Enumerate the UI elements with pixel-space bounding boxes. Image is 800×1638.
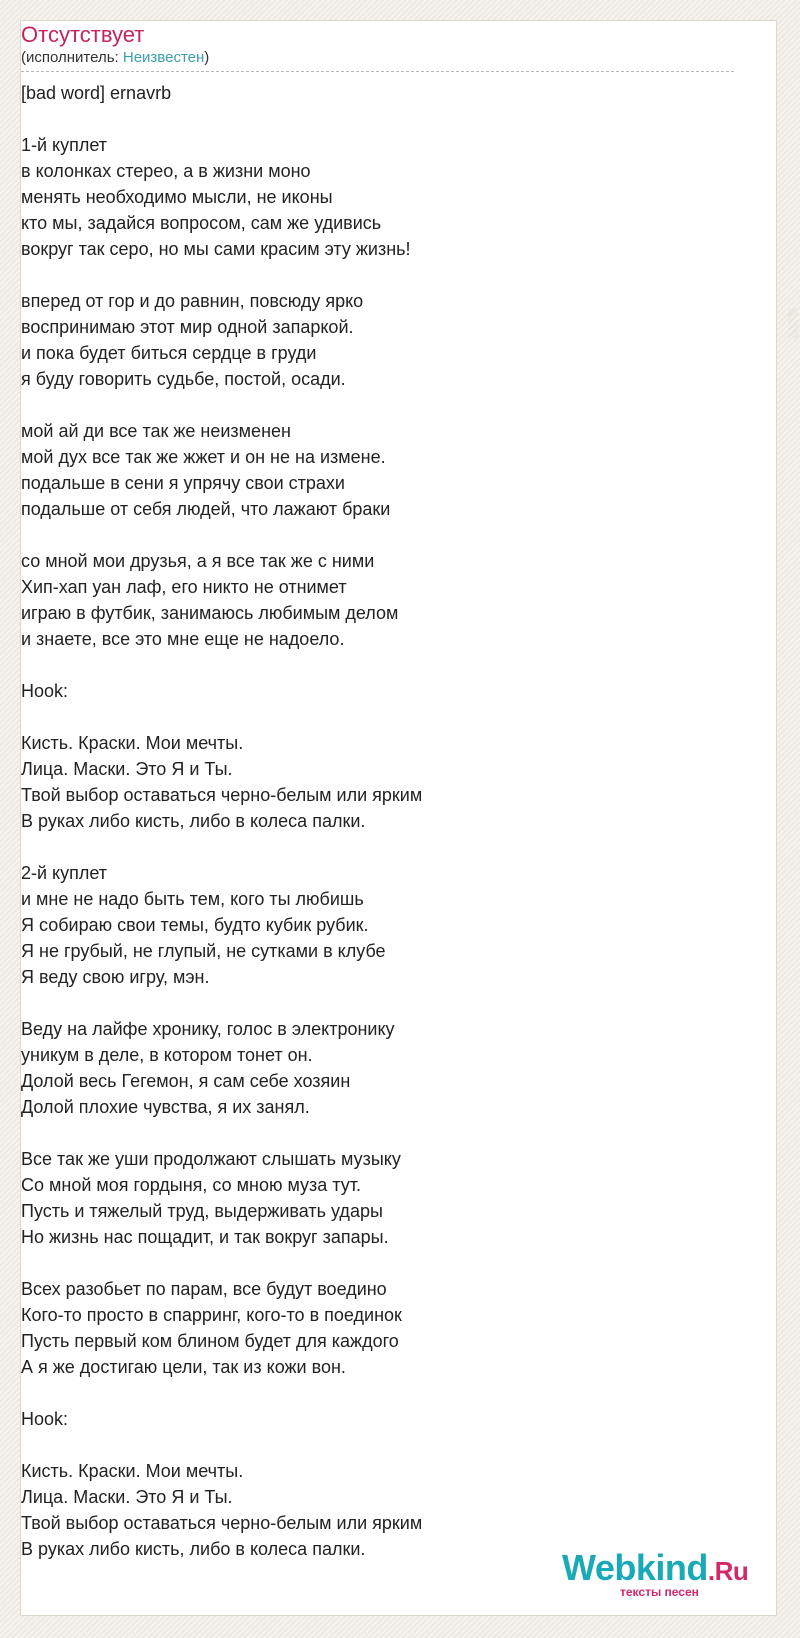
blank-line (21, 392, 734, 418)
logo-subtitle: тексты песен (620, 1585, 699, 1599)
lyric-line: Кого-то просто в спарринг, кого-то в поединок (21, 1305, 402, 1325)
lyric-line: Hook: (21, 681, 69, 701)
lyric-line: Я не грубый, не глупый, не сутками в клубе (21, 941, 386, 961)
lyric-line: Хип-хап уан лаф, его никто не отнимет (21, 577, 347, 597)
lyric-line: мой дух все так же жжет и он не на измене. (21, 447, 386, 467)
lyric-line: подальше от себя людей, что лажают браки (21, 499, 391, 519)
lyric-line: и пока будет биться сердце в груди (21, 343, 317, 363)
logo-tld: .Ru (707, 1556, 749, 1586)
logo-main-text: Webkind (562, 1547, 708, 1588)
lyric-line: Лица. Маски. Это Я и Ты. (21, 1487, 233, 1507)
artist-suffix: ) (204, 49, 210, 66)
lyric-line: воспринимаю этот мир одной запаркой. (21, 317, 354, 337)
artist-line (21, 49, 734, 67)
lyric-line: Долой плохие чувства, я их занял. (21, 1097, 310, 1117)
blank-line (21, 704, 734, 730)
blank-line (21, 1380, 734, 1406)
lyric-line: со мной мои друзья, а я все так же с ними (21, 551, 375, 571)
header-divider (21, 71, 734, 72)
lyrics-text (21, 80, 734, 1562)
lyric-line: Веду на лайфе хронику, голос в электронику (21, 1019, 395, 1039)
lyric-line: [bad word] ernavrb (21, 83, 172, 103)
lyric-line: кто мы, задайся вопросом, сам же удивись (21, 213, 382, 233)
lyric-line: Я собираю свои темы, будто кубик рубик. (21, 915, 369, 935)
lyric-line: я буду говорить судьбе, постой, осади. (21, 369, 346, 389)
lyric-line: играю в футбик, занимаюсь любимым делом (21, 603, 399, 623)
blank-line (21, 106, 734, 132)
lyric-line: Всех разобьет по парам, все будут воедино (21, 1279, 387, 1299)
lyric-line: Твой выбор оставаться черно-белым или ярким (21, 1513, 423, 1533)
blank-line (21, 1432, 734, 1458)
blank-line (21, 1250, 734, 1276)
artist-link[interactable]: Неизвестен (122, 49, 205, 66)
artist-prefix: (исполнитель: (21, 49, 123, 66)
song-header (21, 22, 734, 67)
blank-line (21, 834, 734, 860)
lyric-line: 2-й куплет (21, 863, 108, 883)
lyric-line: Пусть первый ком блином будет для каждого (21, 1331, 399, 1351)
lyric-line: 1-й куплет (21, 135, 108, 155)
lyric-line: мой ай ди все так же неизменен (21, 421, 291, 441)
lyric-line: Долой весь Гегемон, я сам себе хозяин (21, 1071, 351, 1091)
blank-line (21, 1120, 734, 1146)
lyric-line: Лица. Маски. Это Я и Ты. (21, 759, 233, 779)
lyric-line: и мне не надо быть тем, кого ты любишь (21, 889, 364, 909)
lyric-line: Твой выбор оставаться черно-белым или ярким (21, 785, 423, 805)
blank-line (21, 990, 734, 1016)
blank-line (21, 262, 734, 288)
lyric-line: А я же достигаю цели, так из кожи вон. (21, 1357, 346, 1377)
lyric-line: Я веду свою игру, мэн. (21, 967, 210, 987)
lyric-line: В руках либо кисть, либо в колеса палки. (21, 811, 366, 831)
lyric-line: и знаете, все это мне еще не надоело. (21, 629, 345, 649)
lyric-line: Кисть. Краски. Мои мечты. (21, 1461, 244, 1481)
lyric-line: В руках либо кисть, либо в колеса палки. (21, 1539, 366, 1559)
song-title: Отсутствует (21, 22, 145, 47)
lyric-line: Все так же уши продолжают слышать музыку (21, 1149, 401, 1169)
lyric-line: Со мной моя гордыня, со мною муза тут. (21, 1175, 362, 1195)
blank-line (21, 652, 734, 678)
lyric-line: уникум в деле, в котором тонет он. (21, 1045, 313, 1065)
decorative-edge (788, 308, 798, 338)
lyric-line: вперед от гор и до равнин, повсюду ярко (21, 291, 364, 311)
lyric-line: вокруг так серо, но мы сами красим эту жизнь! (21, 239, 411, 259)
lyric-line: Но жизнь нас пощадит, и так вокруг запары. (21, 1227, 389, 1247)
lyric-line: Hook: (21, 1409, 69, 1429)
lyric-line: подальше в сени я упрячу свои страхи (21, 473, 345, 493)
lyric-line: Кисть. Краски. Мои мечты. (21, 733, 244, 753)
blank-line (21, 522, 734, 548)
lyric-line: менять необходимо мысли, не иконы (21, 187, 333, 207)
lyric-line: в колонках стерео, а в жизни моно (21, 161, 311, 181)
lyric-line: Пусть и тяжелый труд, выдерживать удары (21, 1201, 383, 1221)
site-logo[interactable] (562, 1548, 762, 1608)
